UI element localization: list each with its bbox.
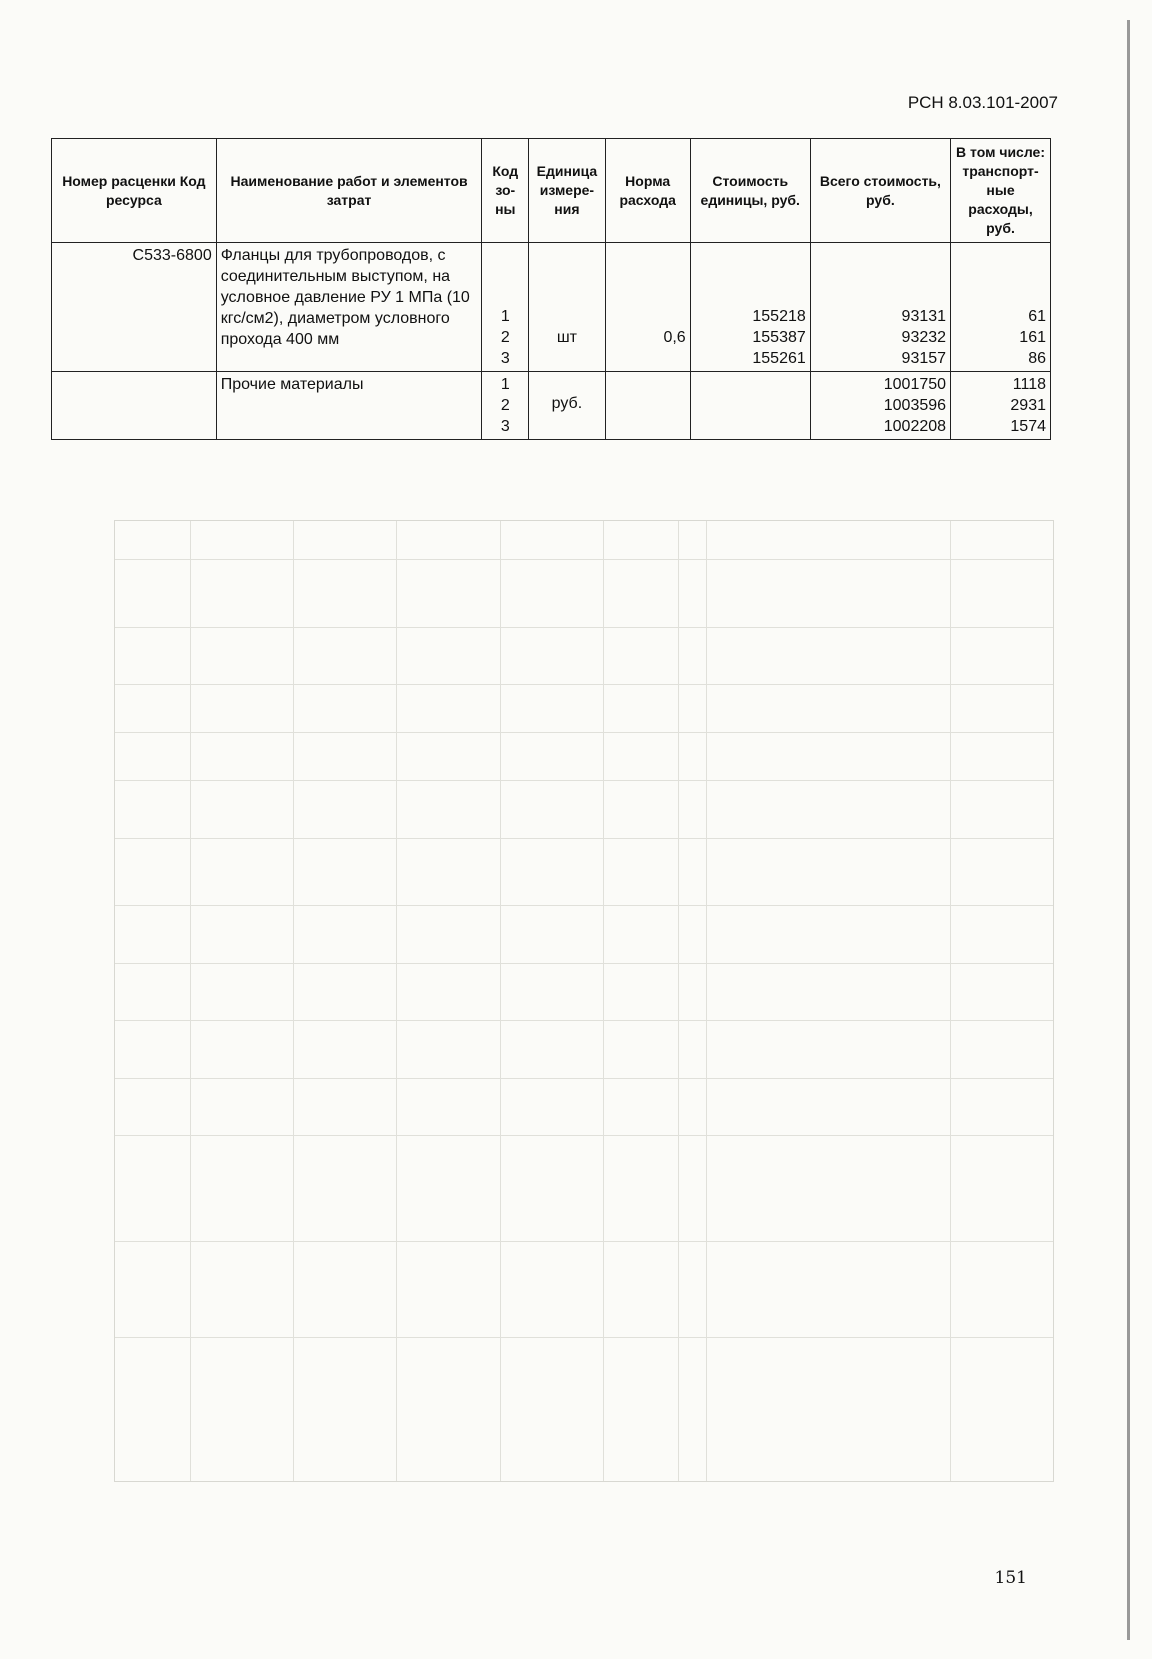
transport-cost: 1118 (1012, 376, 1046, 393)
total-cost: 93232 (901, 329, 947, 346)
zone-code: 1 (500, 308, 510, 325)
transport-cost: 86 (1028, 350, 1046, 367)
unit-cost (695, 395, 806, 416)
cost-table (51, 138, 1051, 440)
col-header-unit-cost: Стоимость единицы, руб. (690, 139, 810, 243)
work-name: Фланцы для трубопроводов, с соединительным выступом, на условное давление РУ 1 МПа (10 кгс/см2), диаметром условного прохода 400 мм (216, 243, 482, 372)
transport-costs (951, 243, 1051, 372)
unit-costs (690, 372, 810, 440)
ghost-line (115, 1135, 1053, 1136)
zone-code: 3 (500, 350, 510, 367)
unit-costs (690, 243, 810, 372)
ghost-line (115, 627, 1053, 628)
zone-codes (482, 243, 529, 372)
total-cost: 1002208 (883, 418, 947, 435)
norm: 0,6 (605, 243, 690, 372)
unit-cost: 155387 (752, 329, 806, 346)
transport-costs (951, 372, 1051, 440)
transport-cost: 161 (1019, 329, 1046, 346)
col-header-zone: Код зо-ны (482, 139, 529, 243)
unit-cost (695, 374, 806, 395)
resource-code: С533-6800 (52, 243, 217, 372)
totals (810, 372, 950, 440)
ghost-line (115, 780, 1053, 781)
col-header-transport: В том числе: транспорт-ные расходы, руб. (951, 139, 1051, 243)
page-edge (1127, 20, 1130, 1640)
unit-cost: 155261 (752, 350, 806, 367)
bleed-through-grid (114, 520, 1054, 1482)
total-cost: 1003596 (883, 397, 947, 414)
transport-cost: 61 (1028, 308, 1046, 325)
ghost-line (115, 684, 1053, 685)
table-header-row (52, 139, 1051, 243)
col-header-unit: Единица измере-ния (529, 139, 606, 243)
zone-code: 3 (500, 418, 510, 435)
work-name: Прочие материалы (216, 372, 482, 440)
ghost-line (115, 838, 1053, 839)
document-code: РСН 8.03.101-2007 (907, 93, 1058, 112)
ghost-line (115, 1337, 1053, 1338)
zone-code: 1 (500, 376, 510, 393)
col-header-norm: Норма расхода (605, 139, 690, 243)
ghost-line (115, 732, 1053, 733)
totals (810, 243, 950, 372)
table-row (52, 372, 1051, 440)
zone-code: 2 (500, 329, 510, 346)
ghost-line (115, 559, 1053, 560)
unit: руб. (529, 372, 606, 440)
resource-code (52, 372, 217, 440)
total-cost: 93131 (901, 308, 947, 325)
norm (605, 372, 690, 440)
col-header-total: Всего стоимость, руб. (810, 139, 950, 243)
total-cost: 1001750 (883, 376, 947, 393)
table-row (52, 243, 1051, 372)
transport-cost: 2931 (1010, 397, 1046, 414)
col-header-name: Наименование работ и элементов затрат (216, 139, 482, 243)
ghost-line (115, 905, 1053, 906)
page-number: 151 (994, 1568, 1027, 1588)
unit: шт (529, 243, 606, 372)
zone-code: 2 (500, 397, 510, 414)
ghost-line (115, 1078, 1053, 1079)
zone-codes (482, 372, 529, 440)
total-cost: 93157 (901, 350, 947, 367)
transport-cost: 1574 (1010, 418, 1046, 435)
ghost-line (115, 1241, 1053, 1242)
unit-cost: 155218 (752, 308, 806, 325)
ghost-line (115, 1020, 1053, 1021)
unit-cost (695, 416, 806, 437)
col-header-code: Номер расценки Код ресурса (52, 139, 217, 243)
ghost-line (115, 963, 1053, 964)
